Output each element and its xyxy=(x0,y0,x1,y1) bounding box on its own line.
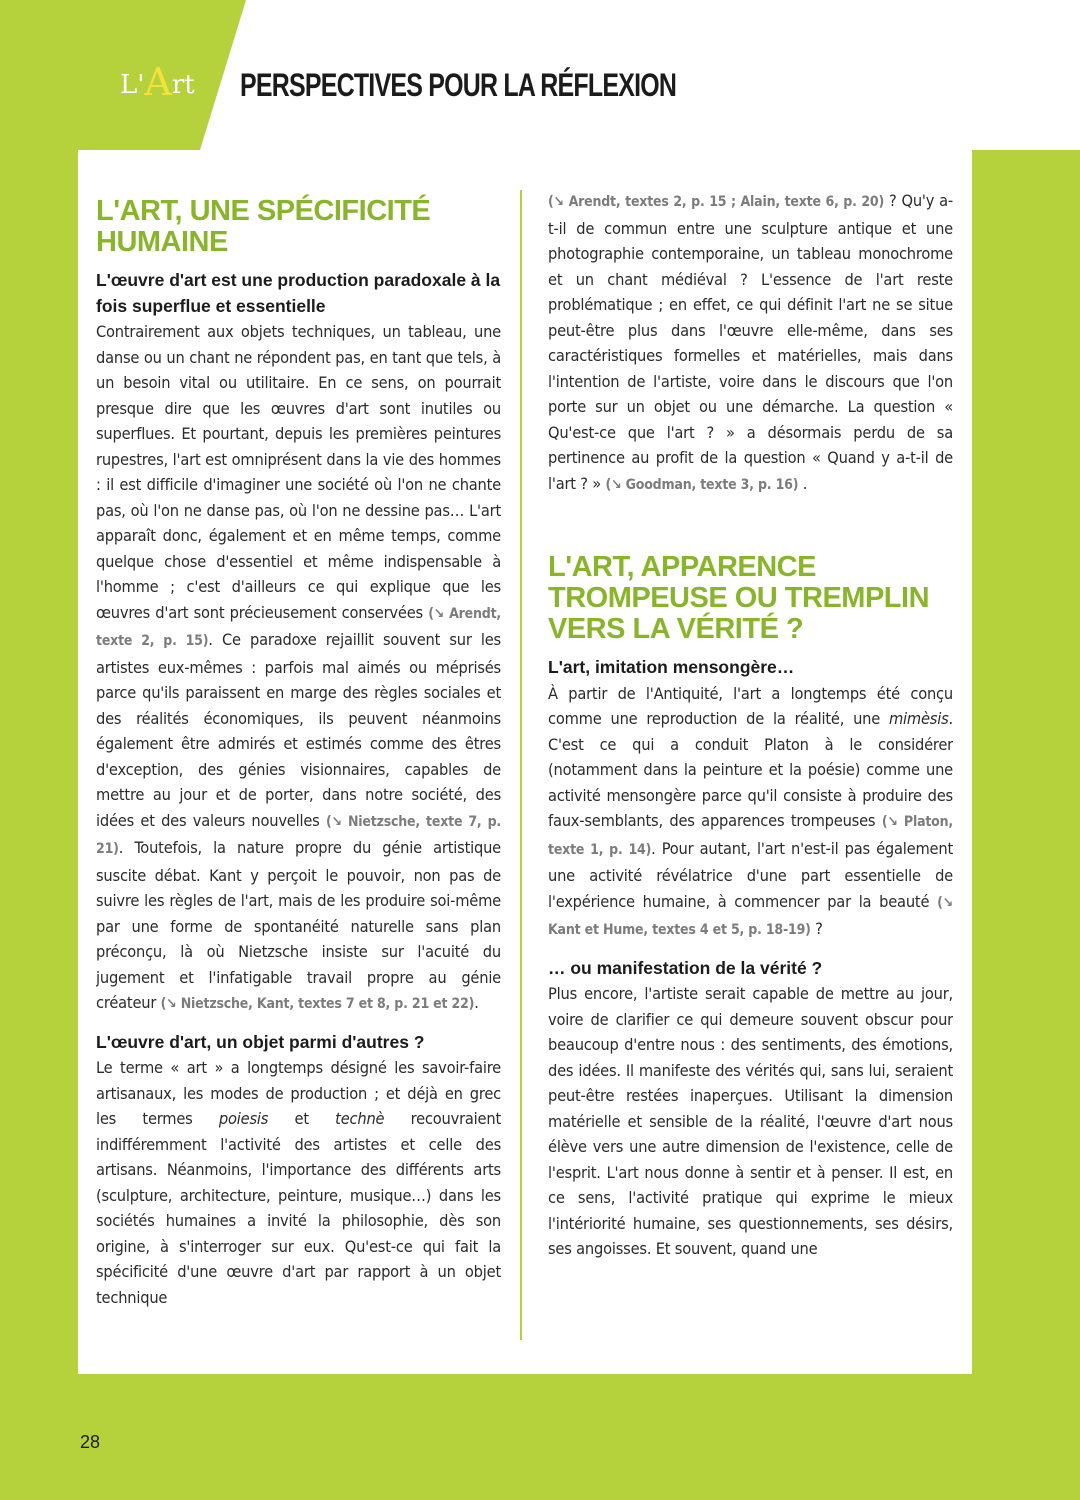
cross-reference: (↘ Arendt, texte 2, p. 15) xyxy=(96,605,501,649)
right-column xyxy=(548,190,953,1340)
cross-reference: (↘ Nietzsche, texte 7, p. 21) xyxy=(96,813,501,857)
cross-reference: (↘ Platon, texte 1, p. 14) xyxy=(548,814,953,858)
section-title-2: L'ART, APPARENCE TROMPEUSE OU TREMPLIN VERS LA VÉRITÉ ? xyxy=(548,551,930,645)
column-divider xyxy=(520,190,522,1340)
logo-prefix: L' xyxy=(120,70,145,100)
paragraph-truth: Plus encore, l'artiste serait capable de mettre au jour, voire de clarifier ce qui demeure souvent obscur pour beaucoup d'entre nous : des sentiments, des émotions, des idées. Il manifeste des vérités qui, sans lui, seraient peut-être restées inaperçues. Utilisant la dimension matérielle et sensible de la réalité, l'œuvre d'art nous élève vers une autre dimension de l'existence, celle de l'esprit. L'art nous donne à sentir et à penser. Il est, en ce sens, l'activité pratique qui exprime le mieux l'intériorité humaine, ses questionnements, ses désirs, ses angoisses. Et souvent, quand une xyxy=(548,984,953,1258)
cross-reference: (↘ Nietzsche, Kant, textes 7 et 8, p. 21 et 22) xyxy=(160,996,475,1012)
text-run: ? xyxy=(810,919,823,938)
logo-suffix: rt xyxy=(171,70,195,100)
subhead-truth: … ou manifestation de la vérité ? xyxy=(548,957,823,978)
cross-reference: (↘ Kant et Hume, textes 4 et 5, p. 18-19) xyxy=(548,894,953,938)
paragraph-object-continued xyxy=(548,190,953,498)
page-number: 28 xyxy=(80,1432,101,1452)
text-run: et xyxy=(268,1109,336,1128)
chapter-logo xyxy=(120,62,195,102)
side-accent-strip xyxy=(972,950,1080,1374)
text-run: . xyxy=(802,473,808,493)
paragraph-paradox xyxy=(96,319,501,1018)
subhead-imitation: L'art, imitation mensongère… xyxy=(548,657,795,677)
text-run: . C'est ce qui a conduit Platon à le considérer (notamment dans la peinture et la poésie) comme une activité mensongère parce qu'il consiste à produire des faux-semblants, des apparences trompeuses xyxy=(548,709,953,830)
paragraph-object-left xyxy=(96,1055,501,1310)
text-run: À partir de l'Antiquité, l'art a longtemps été conçu comme une reproduction de la réalité, une xyxy=(548,683,953,728)
text-run: . Toutefois, la nature propre du génie artistique suscite débat. Kant y perçoit le pouvoir, non pas de suivre les règles de l'art, mais de les produire soi-même par une forme de spontanéité naturelle sans plan préconçu, là où Nietzsche insiste sur l'acuité du jugement et l'infatigable travail propre au génie créateur xyxy=(96,838,501,1012)
text-run: ? Qu'y a-t-il de commun entre une sculpture antique et une photographie contemporaine, un tableau monochrome et un chant médiéval ? L'essence de l'art reste problématique ; en effet, ce qui définit l'art ne se situe peut-être plus dans l'œuvre elle-même, dans ses caractéristiques formelles et matérielles, mais dans l'intention de l'artiste, voire dans le discours que l'on porte sur un objet ou une démarche. La question « Qu'est-ce que l'art ? » a désormais perdu de sa pertinence au profit de la question « Quand y a-t-il de l'art ? » xyxy=(548,191,953,493)
greek-term: mimèsis xyxy=(888,709,949,728)
paragraph-imitation xyxy=(548,681,953,944)
cross-reference: (↘ Arendt, textes 2, p. 15 ; Alain, texte 6, p. 20) xyxy=(548,194,885,210)
left-column xyxy=(96,190,501,1340)
text-run: Contrairement aux objets techniques, un tableau, une danse ou un chant ne répondent pas, en tant que tels, à un besoin vital ou utilitaire. En ce sens, on pourrait presque dire que les œuvres d'art sont inutiles ou superflues. Et pourtant, depuis les premières peintures rupestres, l'art est omniprésent dans la vie des hommes : il est difficile d'imaginer une société où l'on ne chante pas, où l'on ne danse pas, où l'on ne dessine pas… L'art apparaît donc, également et en même temps, comme quelque chose d'essentiel et même indispensable à l'homme ; c'est d'ailleurs ce qui explique que les œuvres d'art sont précieusement conservées xyxy=(96,322,501,622)
logo-big-letter: A xyxy=(144,60,172,104)
text-run: recouvraient indifféremment l'activité des artistes et celle des artisans. Néanmoins, l'importance des différents arts (sculpture, architecture, peinture, musique…) dans les sociétés humaines a invité la philosophie, dès son origine, à s'interroger sur eux. Qu'est-ce qui fait la spécificité d'une œuvre d'art par rapport à un objet technique xyxy=(96,1109,501,1307)
page-title: PERSPECTIVES POUR LA RÉFLEXION xyxy=(240,67,677,103)
section-title-1: L'ART, UNE SPÉCIFICITÉ HUMAINE xyxy=(96,195,431,258)
text-run: . xyxy=(474,993,479,1012)
cross-reference: (↘ Goodman, texte 3, p. 16) xyxy=(605,476,799,493)
text-run: Le terme « art » a longtemps désigné les savoir-faire artisanaux, les modes de production ; et déjà en grec les termes xyxy=(96,1058,501,1128)
greek-term: poiesis xyxy=(218,1109,269,1128)
subhead-paradox: L'œuvre d'art est une production paradoxale à la fois superflue et essentielle xyxy=(96,270,501,316)
text-run: . Pour autant, l'art n'est-il pas également une activité révélatrice d'une part essentielle de l'expérience humaine, à commencer par la beauté xyxy=(548,838,953,911)
text-run: . Ce paradoxe rejaillit souvent sur les artistes eux-mêmes : parfois mal aimés ou méprisés parce qu'ils paraissent en marge des règles sociales et des réalités économiques, ils peuvent néanmoins également être admirés et estimés comme des êtres d'exception, des génies visionnaires, capables de mettre au jour et de porter, dans notre société, des idées et des valeurs nouvelles xyxy=(96,630,501,830)
greek-term: technè xyxy=(335,1109,385,1128)
subhead-object: L'œuvre d'art, un objet parmi d'autres ? xyxy=(96,1031,425,1052)
